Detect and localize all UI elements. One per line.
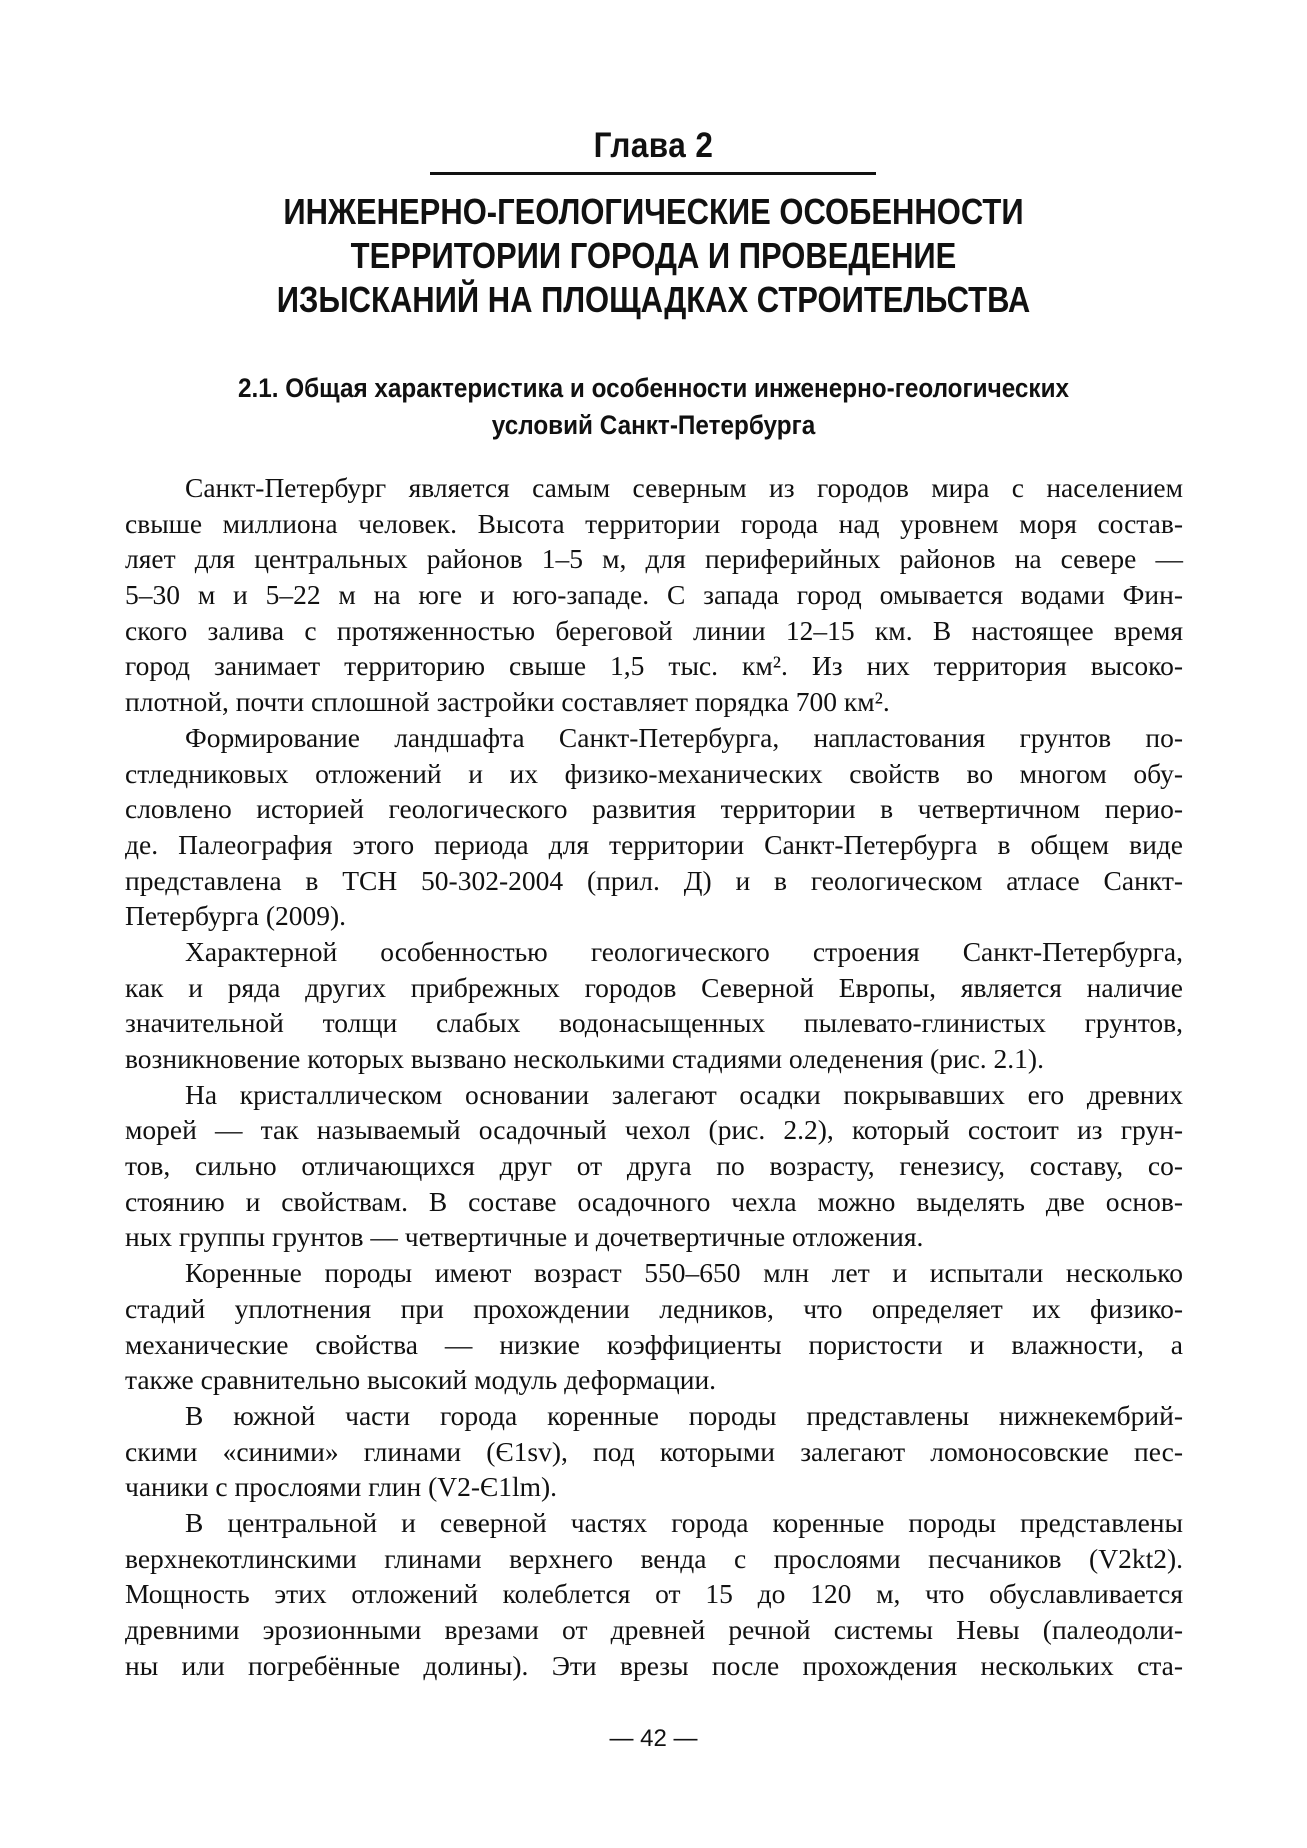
text-line: морей — так называемый осадочный чехол (рис. 2.2), который состоит из грун- xyxy=(125,1114,1183,1146)
text-line: Мощность этих отложений колеблется от 15 до 120 м, что обуславливается xyxy=(125,1578,1183,1610)
text-line: Коренные породы имеют возраст 550–650 млн лет и испытали несколько xyxy=(185,1257,1183,1289)
text-line: Характерной особенностью геологического строения Санкт-Петербурга, xyxy=(185,935,1183,967)
text-line: свыше миллиона человек. Высота территории города над уровнем моря состав- xyxy=(125,507,1183,539)
text-line: значительной толщи слабых водонасыщенных пылевато-глинистых грунтов, xyxy=(125,1007,1183,1039)
text-line: верхнекотлинскими глинами верхнего венда с прослоями песчаников (V2kt2). xyxy=(125,1542,1183,1574)
paragraph xyxy=(125,1398,1183,1505)
text-line: Формирование ландшафта Санкт-Петербурга, напластования грунтов по- xyxy=(185,721,1183,753)
chapter-label: Глава 2 xyxy=(593,126,714,165)
page-number: — 42 — xyxy=(609,1725,698,1752)
chapter-title-line: ТЕРРИТОРИИ ГОРОДА И ПРОВЕДЕНИЕ xyxy=(350,235,957,276)
section-title-line: условий Санкт-Петербурга xyxy=(491,410,816,440)
text-line: В южной части города коренные породы представлены нижнекембрий- xyxy=(185,1399,1183,1431)
text-line: Санкт-Петербург является самым северным из городов мира с населением xyxy=(185,472,1183,503)
body-text xyxy=(125,470,1183,1683)
text-line: ского залива с протяженностью береговой линии 12–15 км. В настоящее время xyxy=(125,614,1183,646)
text-line: плотной, почти сплошной застройки составляет порядка 700 км². xyxy=(125,686,890,718)
text-line: ны или погребённые долины). Эти врезы после прохождения нескольких ста- xyxy=(125,1649,1183,1681)
text-line: представлена в ТСН 50-302-2004 (прил. Д) и в геологическом атласе Санкт- xyxy=(125,864,1183,896)
text-line: как и ряда других прибрежных городов Северной Европы, является наличие xyxy=(125,971,1183,1003)
text-line: стадий уплотнения при прохождении ледников, что определяет их физико- xyxy=(125,1292,1183,1324)
paragraph xyxy=(125,934,1183,1077)
text-line: стледниковых отложений и их физико-механических свойств во многом обу- xyxy=(125,757,1183,789)
text-line: Петербурга (2009). xyxy=(125,900,347,932)
paragraph xyxy=(125,1255,1183,1398)
text-line: древними эрозионными врезами от древней речной системы Невы (палеодоли- xyxy=(125,1614,1183,1645)
text-line: город занимает территорию свыше 1,5 тыс. км². Из них территория высоко- xyxy=(125,650,1183,682)
chapter-underline xyxy=(430,172,876,175)
chapter-title-line: ИЗЫСКАНИЙ НА ПЛОЩАДКАХ СТРОИТЕЛЬСТВА xyxy=(276,279,1031,320)
chapter-title-line: ИНЖЕНЕРНО-ГЕОЛОГИЧЕСКИЕ ОСОБЕННОСТИ xyxy=(283,191,1024,232)
paragraph xyxy=(125,720,1183,934)
section-title xyxy=(182,370,1124,444)
text-line: механические свойства — низкие коэффициенты пористости и влажности, а xyxy=(125,1328,1183,1360)
text-line: возникновение которых вызвано несколькими стадиями оледенения (рис. 2.1). xyxy=(125,1043,1044,1074)
text-line: На кристаллическом основании залегают осадки покрывавших его древних xyxy=(185,1078,1183,1110)
text-line: В центральной и северной частях города коренные породы представлены xyxy=(185,1506,1183,1538)
paragraph xyxy=(125,1505,1183,1683)
text-line: ляет для центральных районов 1–5 м, для периферийных районов на севере — xyxy=(125,543,1183,575)
text-line: чаники с прослоями глин (V2-Є1lm). xyxy=(125,1471,558,1503)
text-line: тов, сильно отличающихся друг от друга по возрасту, генезису, составу, со- xyxy=(125,1150,1183,1182)
text-line: скими «синими» глинами (Є1sv), под которыми залегают ломоносовские пес- xyxy=(125,1435,1183,1467)
text-line: стоянию и свойствам. В составе осадочного чехла можно выделять две основ- xyxy=(125,1185,1183,1217)
paragraph xyxy=(125,470,1183,720)
text-line: де. Палеография этого периода для территории Санкт-Петербурга в общем виде xyxy=(125,828,1183,860)
text-line: ных группы грунтов — четвертичные и дочетвертичные отложения. xyxy=(125,1221,924,1253)
text-line: также сравнительно высокий модуль деформации. xyxy=(125,1364,717,1396)
section-title-line: 2.1. Общая характеристика и особенности инженерно-геологических xyxy=(237,373,1070,403)
text-line: словлено историей геологического развития территории в четвертичном перио- xyxy=(125,793,1183,825)
text-line: 5–30 м и 5–22 м на юге и юго-западе. С запада город омывается водами Фин- xyxy=(125,579,1183,611)
paragraph xyxy=(125,1077,1183,1255)
chapter-title xyxy=(246,190,1060,322)
